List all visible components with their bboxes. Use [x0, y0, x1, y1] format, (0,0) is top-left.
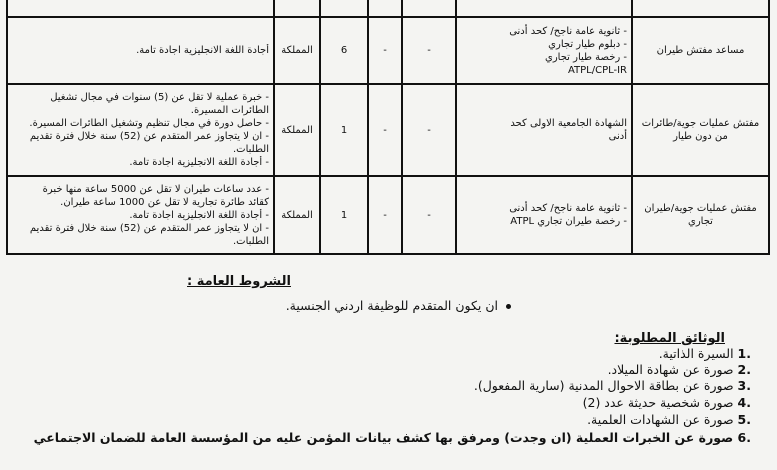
job-row: [7, 84, 769, 176]
job-title-cell: مفتش عمليات جوية/طائرات من دون طيار: [632, 84, 769, 176]
requirement-line: - ان لا يتجاوز عمر المتقدم عن (52) سنة خلال فترة تقديم: [29, 131, 269, 142]
vacancy-count-cell: [320, 0, 368, 17]
requirement-line: - ان لا يتجاوز عمر المتقدم عن (52) سنة خلال فترة تقديم: [29, 222, 269, 234]
requirements-cell: [7, 0, 274, 17]
jobs-table: [6, 0, 770, 255]
job-title-cell: مساعد مفتش طيران: [632, 17, 769, 84]
empty-dash-cell: -: [402, 17, 456, 84]
qualifications-cell: [456, 84, 632, 176]
vacancy-count-cell: 6: [320, 17, 368, 84]
document-item: .4 صورة شخصية حديثة عدد (2): [582, 395, 751, 410]
job-title-cell: [632, 0, 769, 17]
qualifications-cell: [456, 0, 632, 17]
requirement-line: - عدد ساعات طيران لا تقل عن 5000 ساعة منها خبرة: [42, 183, 269, 195]
qualifications-cell: [456, 17, 632, 84]
document-item: .1 السيرة الذاتية.: [658, 346, 751, 361]
requirement-line: الطائرات المسيرة.: [190, 105, 269, 116]
job-row: [7, 17, 769, 84]
empty-dash-cell: -: [402, 84, 456, 176]
empty-dash-cell: -: [368, 84, 402, 176]
empty-dash-cell: -: [368, 176, 402, 254]
requirement-line: أجادة اللغة الانجليزية اجادة تامة.: [136, 45, 269, 56]
requirements-cell: [7, 176, 274, 254]
qualification-line: أدنى: [608, 131, 627, 142]
qualification-line: - رخصة طيار تجاري: [545, 51, 627, 63]
qualification-line: الشهادة الجامعية الاولى كحد: [510, 118, 627, 129]
general-conditions-heading: الشروط العامة :: [187, 274, 291, 289]
vacancy-count-cell: 1: [320, 84, 368, 176]
qualification-line: - ثانوية عامة ناجح/ كحد أدنى: [509, 25, 627, 37]
job-row: [7, 0, 769, 17]
document-item: .5 صورة عن الشهادات العلمية.: [587, 412, 751, 427]
qualifications-cell: [456, 176, 632, 254]
bullet-icon: [506, 304, 511, 309]
country-cell: المملكة: [274, 84, 320, 176]
document-item: .3 صورة عن بطاقة الاحوال المدنية (سارية المفعول).: [473, 378, 751, 393]
empty-dash-cell: -: [402, 176, 456, 254]
empty-dash-cell: -: [368, 17, 402, 84]
requirements-cell: [7, 84, 274, 176]
qualification-line: - دبلوم طيار تجاري: [548, 38, 627, 50]
vacancy-count-cell: 1: [320, 176, 368, 254]
requirement-line: كقائد طائرة تجارية لا تقل عن 1000 ساعة طيران.: [60, 196, 269, 208]
job-title-cell: مفتش عمليات جوية/طيران تجاري: [632, 176, 769, 254]
required-documents-heading: الوثائق المطلوبة:: [614, 331, 725, 346]
country-cell: المملكة: [274, 176, 320, 254]
country-cell: [274, 0, 320, 17]
document-item: .2 صورة عن شهادة الميلاد.: [607, 362, 751, 377]
requirement-line: الطلبات.: [233, 144, 269, 155]
requirements-cell: [7, 17, 274, 84]
job-row: [7, 176, 769, 254]
general-conditions-item: ان يكون المتقدم للوظيفة اردني الجنسية.: [286, 298, 511, 313]
document-item: .6 صورة عن الخبرات العملية (ان وجدت) ومرفق بها كشف بيانات المؤمن عليه من المؤسسة العامة للضمان الاجتماعي: [33, 430, 751, 445]
empty-dash-cell: [402, 0, 456, 17]
requirement-line: الطلبات.: [233, 235, 269, 247]
requirement-line: - أجادة اللغة الانجليزية اجادة تامة.: [129, 209, 269, 221]
qualification-line: - رخصة طيران تجاري ATPL: [510, 216, 627, 227]
country-cell: المملكة: [274, 17, 320, 84]
requirement-line: - خبرة عملية لا تقل عن (5) سنوات في مجال تشغيل: [50, 92, 269, 103]
qualification-line: - ثانوية عامة ناجح/ كحد أدنى: [509, 203, 627, 214]
empty-dash-cell: [368, 0, 402, 17]
requirement-line: - حاصل دورة في مجال تنظيم وتشغيل الطائرات المسيرة.: [29, 118, 269, 129]
qualification-line: ATPL/CPL-IR: [567, 64, 627, 76]
requirement-line: - أجادة اللغة الانجليزية اجادة تامة.: [129, 157, 269, 168]
